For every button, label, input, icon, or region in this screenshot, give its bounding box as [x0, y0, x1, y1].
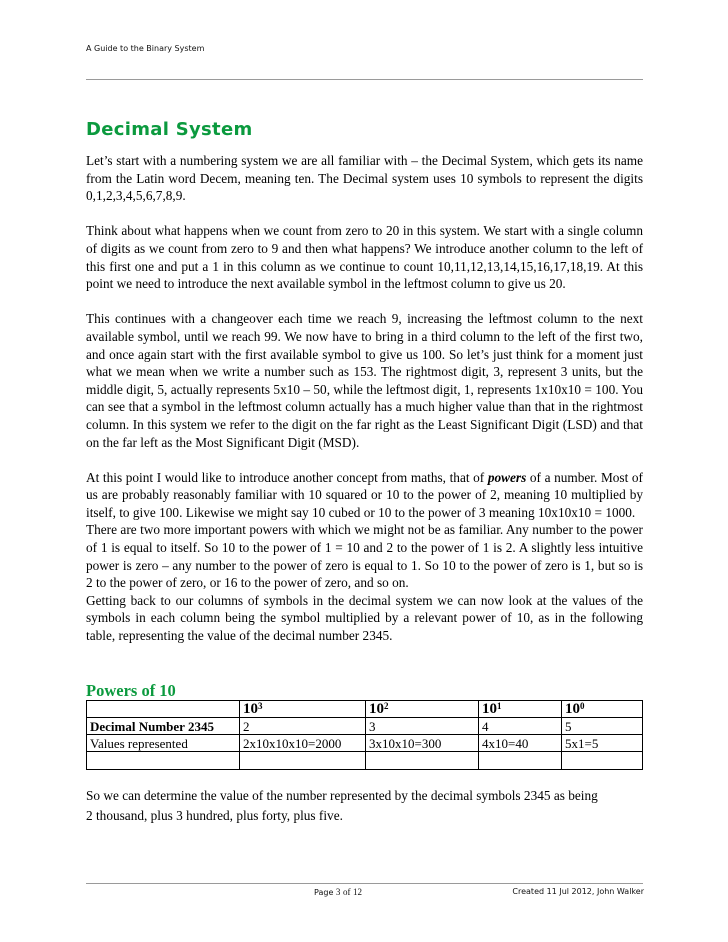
conclusion-text: [86, 786, 646, 825]
table-cell: 4: [479, 718, 562, 735]
table-cell: 5x1=5: [562, 735, 643, 752]
paragraph-intro: Let’s start with a numbering system we are all familiar with – the Decimal System, which gets its name from the Latin word Decem, meaning ten. The Decimal system uses 10 symbols to represent the digits 0,1,2,3,4,5,6,7,8,9.: [86, 153, 643, 204]
table-cell: 2x10x10x10=2000: [240, 735, 366, 752]
table-cell: 3: [366, 718, 479, 735]
row-label: Values represented: [87, 735, 240, 752]
table-row: [87, 735, 643, 752]
paragraph-columns: This continues with a changeover each time we reach 9, increasing the leftmost column to the next available symbol, until we reach 99. We now have to bring in a third column to the left of the first two, and once again start with the first available symbol to give us 100. So let’s just think for a moment just what we mean when we write a number such as 153. The rightmost digit, 3, represent 3 units, but the middle digit, 5, actually represents 5x10 – 50, while the leftmost digit, 1, represents 1x10x10 = 100. You can see that a symbol in the leftmost column actually has a much higher value than that in the rightmost column. In this system we refer to the digit on the far right as the Least Significant Digit (LSD) and that on the far left as the Most Significant Digit (MSD).: [86, 311, 643, 450]
conclusion-line: So we can determine the value of the number represented by the decimal symbols 2345 as being: [86, 788, 598, 803]
table-row: [87, 718, 643, 735]
footer-divider: [86, 883, 643, 884]
powers-table: [86, 700, 643, 770]
paragraph-special-powers: There are two more important powers with which we might not be as familiar. Any number to the power of 1 is equal to itself. So 10 to the power of 1 = 10 and 2 to the power of 1 is 2. A slightly less intuitive power is zero – any number to the power of zero is equal to 1. So 10 to the power of zero is 1, but so is 2 to the power of zero, or 16 to the power of zero, and so on.: [86, 522, 643, 591]
paragraph-counting: Think about what happens when we count from zero to 20 in this system. We start with a single column of digits as we count from zero to 9 and then what happens? We introduce another column to the left of this first one and put a 1 in this column as we continue to count 10,11,12,13,14,15,16,17,18,19. At this point we need to introduce the next available symbol in the leftmost column to give us 20.: [86, 223, 643, 292]
table-cell: 4x10=40: [479, 735, 562, 752]
table-header-cell: $10^0$: [562, 701, 643, 718]
table-header-cell: $10^1$: [479, 701, 562, 718]
conclusion-line: 2 thousand, plus 3 hundred, plus forty, plus five.: [86, 807, 343, 823]
table-cell: 3x10x10=300: [366, 735, 479, 752]
table-header-cell: $10^2$: [366, 701, 479, 718]
table-cell: 5: [562, 718, 643, 735]
paragraph-table-intro: Getting back to our columns of symbols in the decimal system we can now look at the values of the symbols in each column being the symbol multiplied by a relevant power of 10, as in the following table, representing the value of the decimal number 2345.: [86, 592, 643, 644]
section-title: Decimal System: [86, 119, 253, 140]
table-header-empty: [87, 701, 240, 718]
paragraph-powers-end: of a number. Most of us are probably reasonably familiar with 10 squared or 10 to the power of 2, meaning 10 multiplied by itself, to give 100. Likewise we might say 10 cubed or 10 to the power of 3 meaning 10x10x10 = 1000.: [86, 469, 643, 520]
paragraph-powers-start: At this point I would like to introduce another concept from maths, that of: [86, 469, 488, 485]
paragraph-powers: [86, 469, 643, 522]
powers-emphasis: powers: [487, 469, 527, 485]
table-header-row: [87, 701, 643, 718]
row-label: Decimal Number 2345: [87, 718, 240, 735]
table-row-empty: [87, 752, 643, 770]
table-header-cell: $10^3$: [240, 701, 366, 718]
page-number: Page 3 of 12: [314, 887, 363, 897]
table-cell: 2: [240, 718, 366, 735]
header-divider: [86, 79, 643, 80]
created-info: Created 11 Jul 2012, John Walker: [512, 887, 644, 896]
body-text: [86, 152, 643, 645]
table-title: Powers of 10: [86, 681, 176, 700]
running-header: A Guide to the Binary System: [86, 44, 205, 53]
